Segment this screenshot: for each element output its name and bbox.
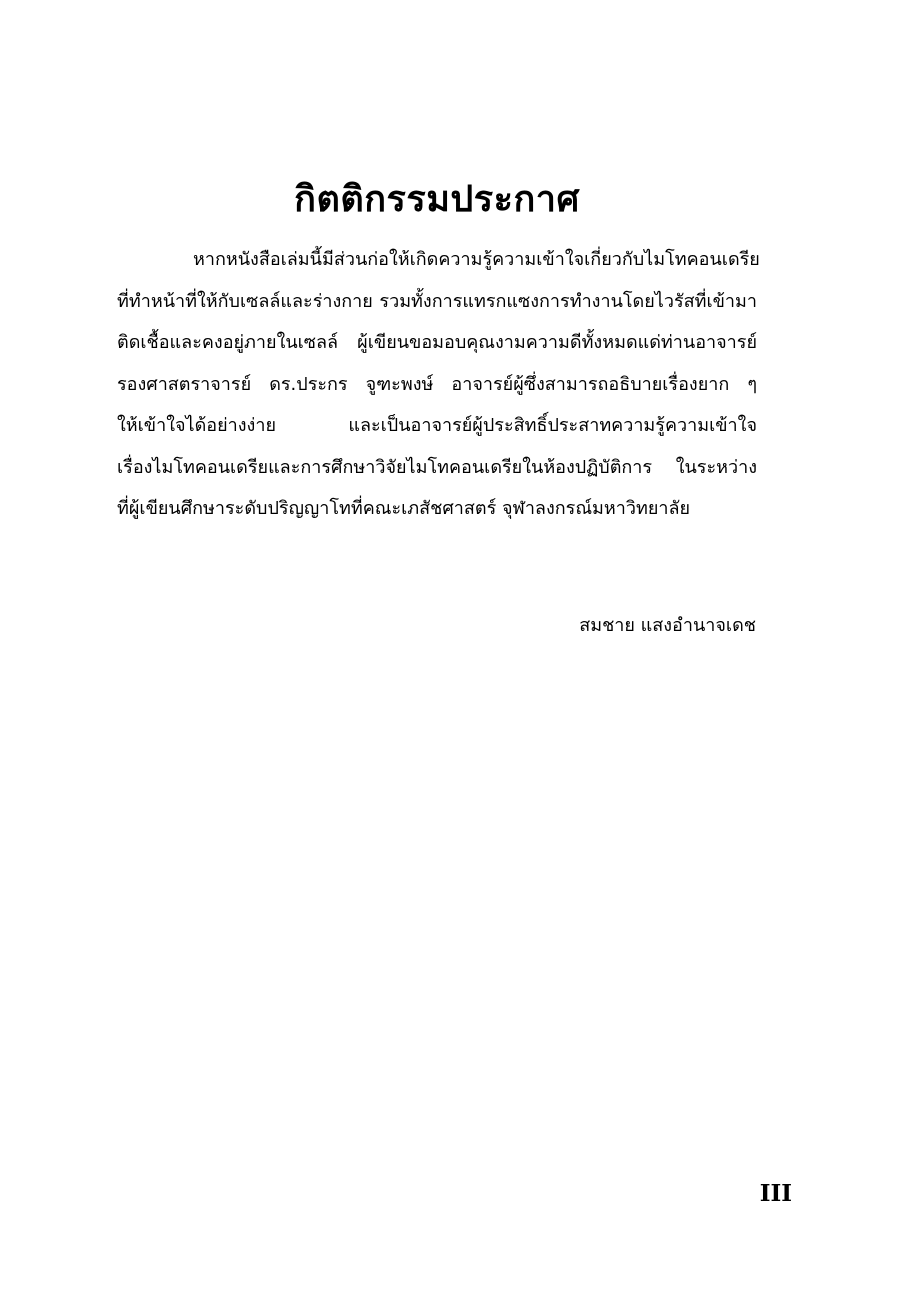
paragraph-line: ที่ผู้เขียนศึกษาระดับปริญญาโทที่คณะเภสัชศาสตร์ จุฬาลงกรณ์มหาวิทยาลัย — [117, 498, 691, 519]
author-signature: สมชาย แสงอำนาจเดช — [579, 615, 756, 636]
paragraph-line: ติดเชื้อและคงอยู่ภายในเซลล์ ผู้เขียนขอมอบคุณงามความดีทั้งหมดแด่ท่านอาจารย์ — [117, 332, 757, 353]
paragraph-line: หากหนังสือเล่มนี้มีส่วนก่อให้เกิดความรู้ความเข้าใจเกี่ยวกับไมโทคอนเดรีย — [193, 249, 760, 270]
paragraph-line: ที่ทำหน้าที่ให้กับเซลล์และร่างกาย รวมทั้งการแทรกแซงการทำงานโดยไวรัสที่เข้ามา — [117, 290, 757, 312]
paragraph-line: เรื่องไมโทคอนเดรียและการศึกษาวิจัยไมโทคอนเดรียในห้องปฏิบัติการ ในระหว่าง — [117, 456, 757, 478]
paragraph-line: รองศาสตราจารย์ ดร.ประกร จูฑะพงษ์ อาจารย์ผู้ซึ่งสามารถอธิบายเรื่องยาก ๆ — [117, 373, 757, 395]
paragraph-line: ให้เข้าใจได้อย่างง่าย และเป็นอาจารย์ผู้ประสิทธิ์ประสาทความรู้ความเข้าใจ — [117, 415, 757, 436]
page-number: III — [759, 1180, 792, 1207]
page-title: กิตติกรรมประกาศ — [294, 179, 580, 220]
acknowledgement-paragraph — [117, 244, 760, 535]
